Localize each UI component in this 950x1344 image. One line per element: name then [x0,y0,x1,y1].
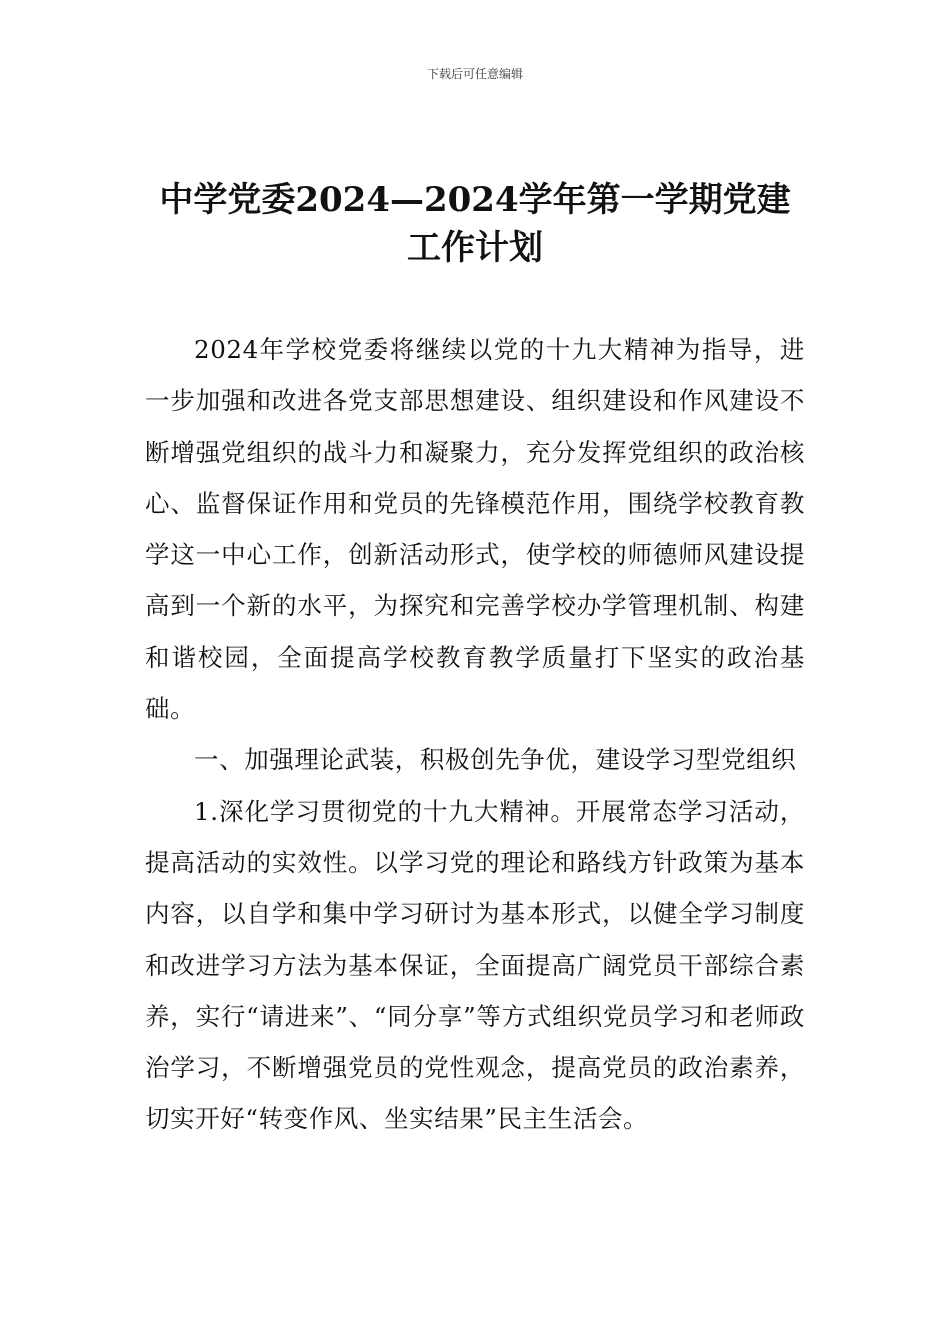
intro-paragraph: 2024年学校党委将继续以党的十九大精神为指导，进一步加强和改进各党支部思想建设、组织建设和作风建设不断增强党组织的战斗力和凝聚力，充分发挥党组织的政治核心、监督保证作用和党员的先锋模范作用，围绕学校教育教学这一中心工作，创新活动形式，使学校的师德师风建设提高到一个新的水平，为探究和完善学校办学管理机制、构建和谐校园，全面提高学校教育教学质量打下坚实的政治基础。 [145,335,805,724]
section-heading-1: 一、加强理论武装，积极创先争优，建设学习型党组织 [194,745,797,775]
document-body [145,324,805,1145]
section-1-item-1: 1.深化学习贯彻党的十九大精神。开展常态学习活动，提高活动的实效性。以学习党的理论和路线方针政策为基本内容，以自学和集中学习研讨为基本形式，以健全学习制度和改进学习方法为基本保证，全面提高广阔党员干部综合素养，实行“请进来”、“同分享”等方式组织党员学习和老师政治学习，不断增强党员的党性观念，提高党员的政治素养，切实开好“转变作风、坐实结果”民主生活会。 [145,796,805,1134]
header-note: 下载后可任意编辑 [426,67,523,81]
document-title: 中学党委2024—2024学年第一学期党建工作计划 [159,180,791,268]
